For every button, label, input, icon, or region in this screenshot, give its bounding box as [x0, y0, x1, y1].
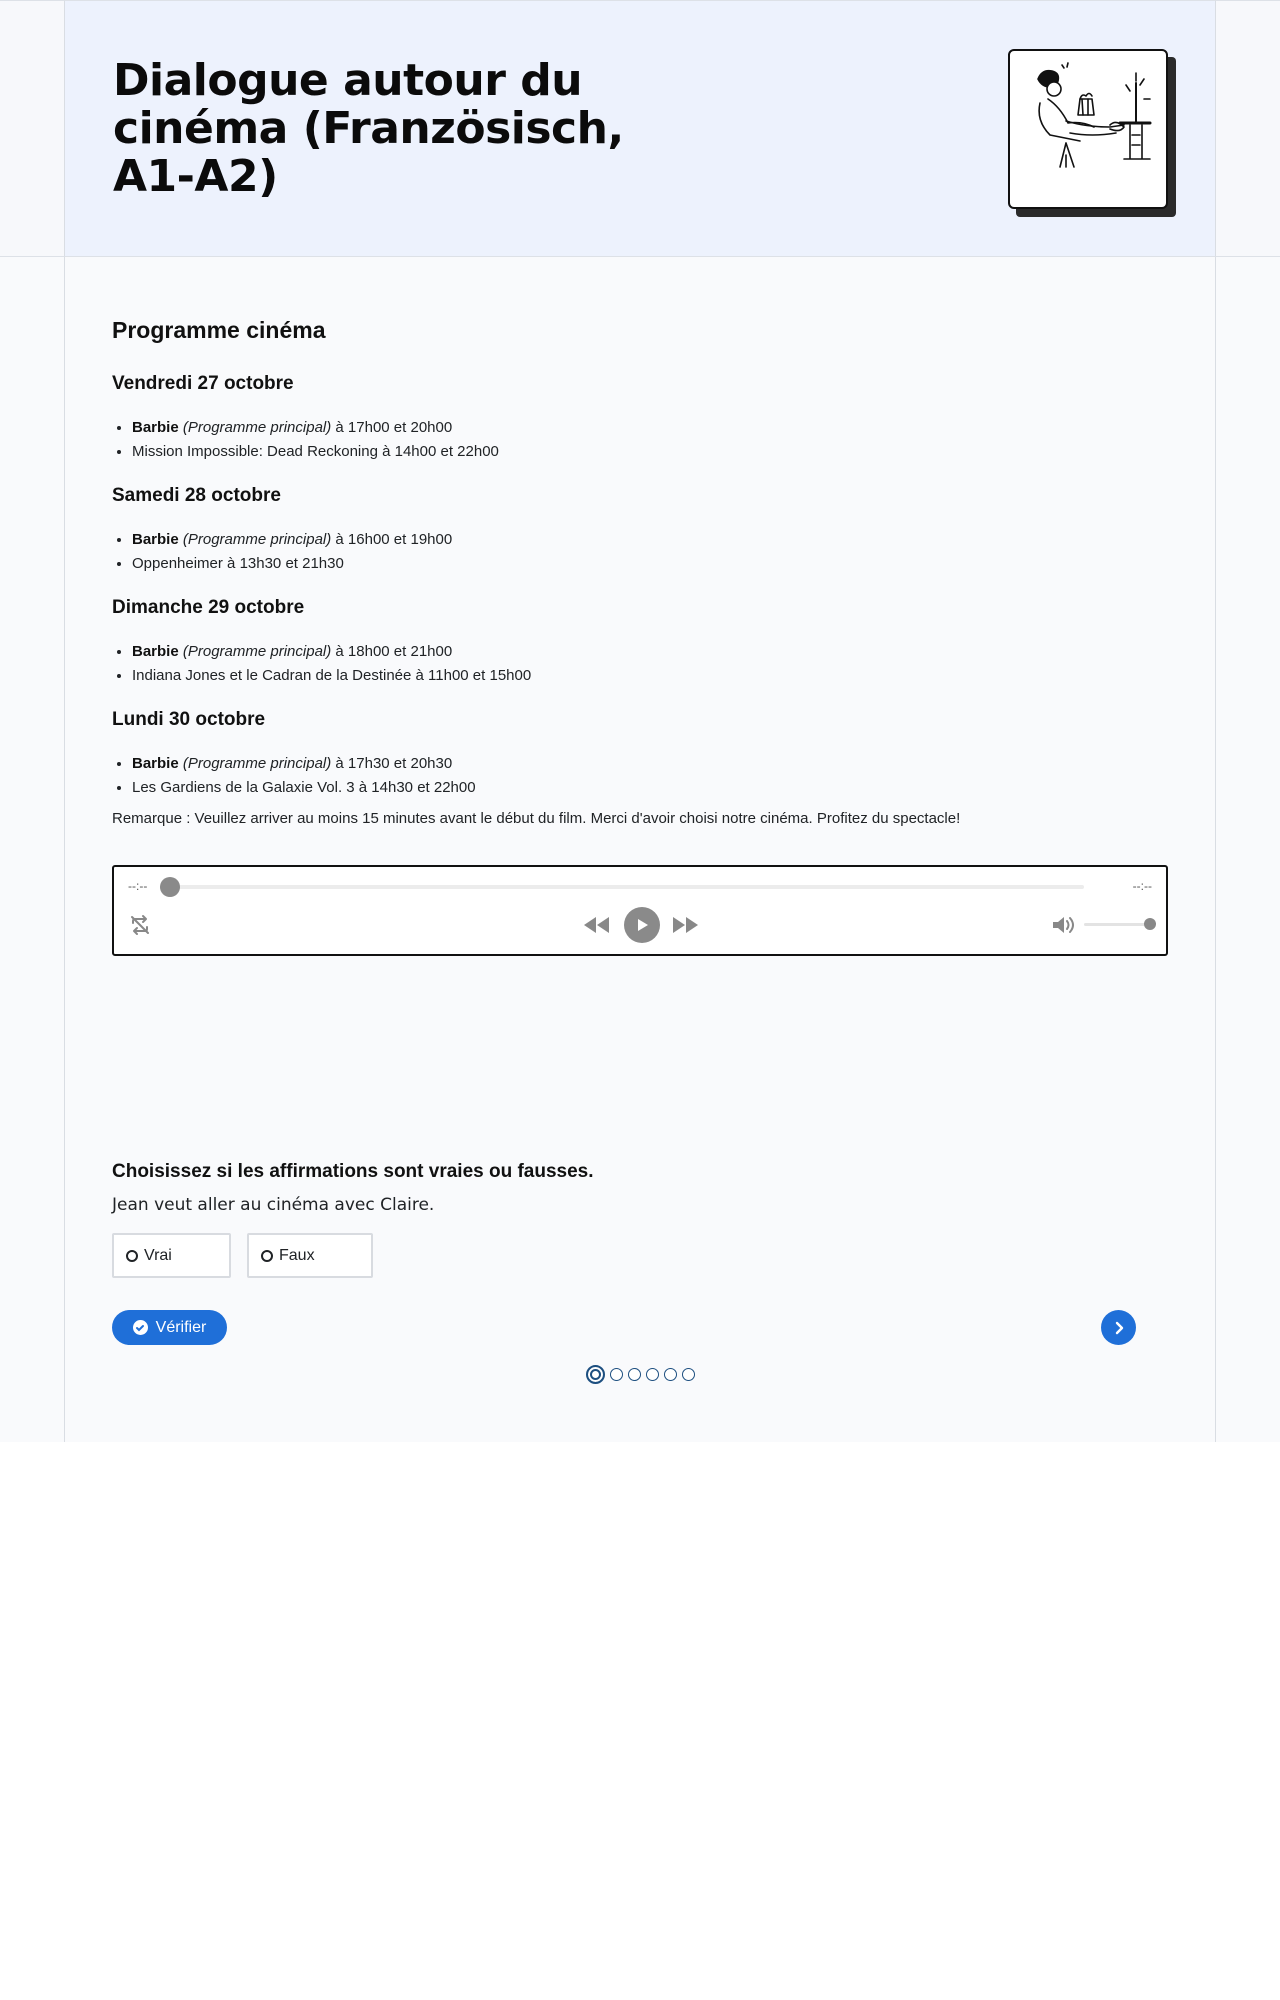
list-item: • Barbie (Programme principal) à 17h00 et 20h00 — [132, 416, 499, 440]
next-button[interactable] — [1101, 1310, 1136, 1345]
list-item: • Barbie (Programme principal) à 18h00 et 21h00 — [132, 640, 531, 664]
header-illustration — [1008, 49, 1176, 219]
progress-thumb[interactable] — [160, 877, 180, 897]
verify-label: Vérifier — [155, 1318, 207, 1336]
pagination-dot[interactable] — [586, 1365, 605, 1384]
pagination-dot[interactable] — [610, 1368, 623, 1381]
showtimes-list — [132, 640, 531, 688]
list-item: • Mission Impossible: Dead Reckoning à 14h00 et 22h00 — [132, 440, 499, 464]
pagination-dots — [112, 1368, 1168, 1384]
list-item: • Barbie (Programme principal) à 17h30 et 20h30 — [132, 752, 476, 776]
question-statement: Jean veut aller au cinéma avec Claire. — [112, 1195, 435, 1215]
pagination-dot[interactable] — [628, 1368, 641, 1381]
radio-icon[interactable] — [126, 1250, 138, 1262]
day-title: Vendredi 27 octobre — [112, 373, 294, 394]
fast-forward-icon[interactable] — [671, 911, 701, 939]
pagination-dot[interactable] — [646, 1368, 659, 1381]
programme-title: Programme cinéma — [112, 317, 326, 343]
rewind-icon[interactable] — [581, 911, 611, 939]
day-title: Lundi 30 octobre — [112, 709, 266, 730]
person-watching-tv-icon — [1008, 49, 1168, 209]
option-vrai[interactable] — [112, 1233, 231, 1278]
progress-track[interactable] — [164, 885, 1084, 889]
audio-player — [112, 865, 1168, 956]
volume-track[interactable] — [1084, 923, 1152, 926]
volume-icon[interactable] — [1050, 913, 1076, 937]
question-instruction: Choisissez si les affirmations sont vraies ou fausses. — [112, 1161, 594, 1182]
verify-button[interactable] — [112, 1310, 227, 1345]
current-time: --:-- — [128, 879, 148, 893]
page-header — [64, 0, 1216, 257]
option-faux[interactable] — [247, 1233, 373, 1278]
list-item: • Oppenheimer à 13h30 et 21h30 — [132, 552, 452, 576]
chevron-right-icon — [1112, 1321, 1126, 1335]
day-title: Samedi 28 octobre — [112, 485, 281, 506]
check-circle-icon — [133, 1320, 148, 1335]
volume-thumb[interactable] — [1144, 918, 1156, 930]
page-title: Dialogue autour du cinéma (Französisch, A1-A2) — [113, 55, 624, 202]
list-item: • Les Gardiens de la Galaxie Vol. 3 à 14h30 et 22h00 — [132, 776, 476, 800]
radio-icon[interactable] — [261, 1250, 273, 1262]
duration: --:-- — [1132, 879, 1152, 893]
list-item: • Barbie (Programme principal) à 16h00 et 19h00 — [132, 528, 452, 552]
option-label: Faux — [279, 1246, 315, 1264]
option-label: Vrai — [144, 1246, 172, 1264]
showtimes-list — [132, 752, 476, 800]
showtimes-list — [132, 528, 452, 576]
programme-note: Remarque : Veuillez arriver au moins 15 minutes avant le début du film. Merci d'avoir choisi notre cinéma. Profitez du spectacle! — [112, 810, 961, 827]
showtimes-list — [132, 416, 499, 464]
play-icon[interactable] — [624, 907, 660, 943]
list-item: • Indiana Jones et le Cadran de la Destinée à 11h00 et 15h00 — [132, 664, 531, 688]
repeat-off-icon[interactable] — [128, 913, 152, 937]
pagination-dot[interactable] — [664, 1368, 677, 1381]
day-title: Dimanche 29 octobre — [112, 597, 305, 618]
pagination-dot[interactable] — [682, 1368, 695, 1381]
